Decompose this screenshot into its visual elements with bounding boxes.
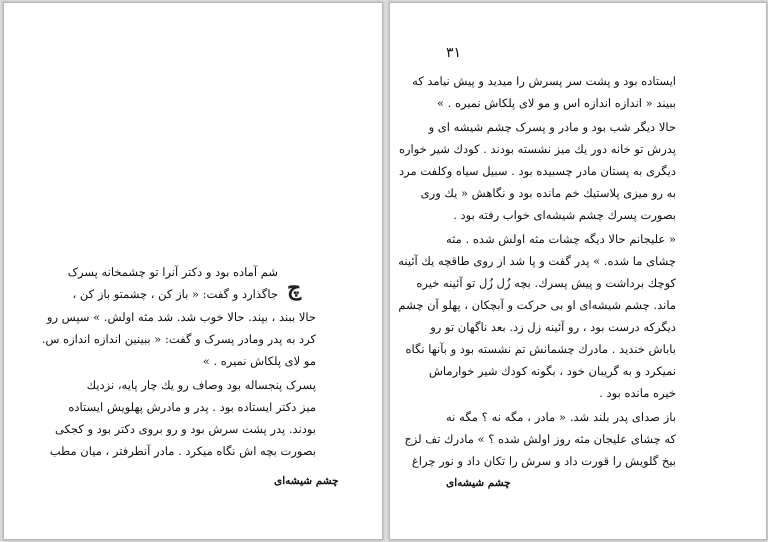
text-line: حالا دیگر شب بود و مادر و پسرک چشم شیشه ای و — [428, 120, 676, 134]
text-line: به رو میزی پلاستیك خم مانده بود و نگاهش « یك وری — [420, 186, 676, 200]
text-line: پدرش تو خانه دور یك میز نشسته بودند . کودك شیر خواره — [398, 142, 676, 156]
text-line: بودند. پدر پشت سرش بود و رو بروی دکتر بود و کجکی — [54, 422, 316, 436]
text-line: پسرک پنجساله بود وصاف رو یك چار پایه، نزدیك — [86, 378, 316, 392]
text-line: ماند. چشم شیشه‌ای او بی حرکت و آبچکان ، پهلو آن چشم — [398, 298, 676, 312]
text-line: نمیکرد و به گریبان خود ، بگونه کودك شیر خوارماش — [428, 364, 676, 378]
text-line: میز دکتر ایستاده بود . پدر و مادرش پهلویش ایستاده — [68, 400, 316, 414]
text-line: بصورت پسرك چشم شیشه‌ای خواب رفته بود . — [453, 208, 676, 222]
page-footer: چشم شیشه‌ای — [446, 477, 511, 489]
text-line: ایستاده بود و پشت سر پسرش را میدید و پیش نیامد که — [412, 74, 676, 88]
text-line: باز صدای پدر بلند شد. « مادر ، مگه نه ؟ مگه نه — [446, 410, 676, 424]
drop-cap-initial: چ — [287, 275, 302, 301]
text-line: که چشای علیجان مثه روز اولش شده ؟ » مادرك تف لزج — [404, 432, 676, 446]
text-line: خیره مانده بود . — [599, 386, 676, 400]
text-line: باباش خندید . مادرك چشمانش تم نشسته بود و بآنها نگاه — [405, 342, 676, 356]
text-line: دیگری به پستان مادر چسبیده بود . سبیل سیاه وکلفت مرد — [399, 164, 676, 178]
text-line: چشای ما شده. » پدر گفت و پا شد از روی طاقچه یك آئینه — [398, 254, 676, 268]
text-line: جاگذارد و گفت: « باز کن ، چشمتو باز کن ، — [72, 287, 278, 301]
text-line: مو لای پلکاش نمیره . » — [202, 354, 316, 368]
text-line: « علیجانم حالا دیگه چشات مثه اولش شده . مثه — [446, 232, 676, 246]
text-line: بیخ گلویش را قورت داد و سرش را تکان داد و نور چراغ — [411, 454, 676, 468]
text-line: ببیند « اندازه اندازه اس و مو لای پلکاش نمیره . » — [436, 96, 676, 110]
right-page — [389, 2, 767, 540]
text-line: حالا ببند ، بپند. حالا خوب شد. شد مثه اولش. » سپس رو — [46, 310, 316, 324]
left-page — [3, 2, 383, 540]
page-footer: چشم شیشه‌ای — [274, 475, 339, 487]
text-line: دیگرکه درست بود ، رو آئینه زل زد. بعد ناگهان تو رو — [430, 320, 676, 334]
text-line: شم آماده بود و دکتر آنرا تو چشمخانه پسرک — [67, 265, 278, 279]
page-number: ۳۱ — [446, 45, 462, 61]
text-line: بصورت بچه اش نگاه میکرد . مادر آنطرفتر ، میان مطب — [49, 444, 316, 458]
text-line: کرد به پدر ومادر پسرک و گفت: « ببینین اندازه اندازه س. — [41, 332, 316, 346]
text-line: کوچك برداشت و پیش پسرك. بچه زُل زُل تو آئینه خیره — [416, 276, 676, 290]
